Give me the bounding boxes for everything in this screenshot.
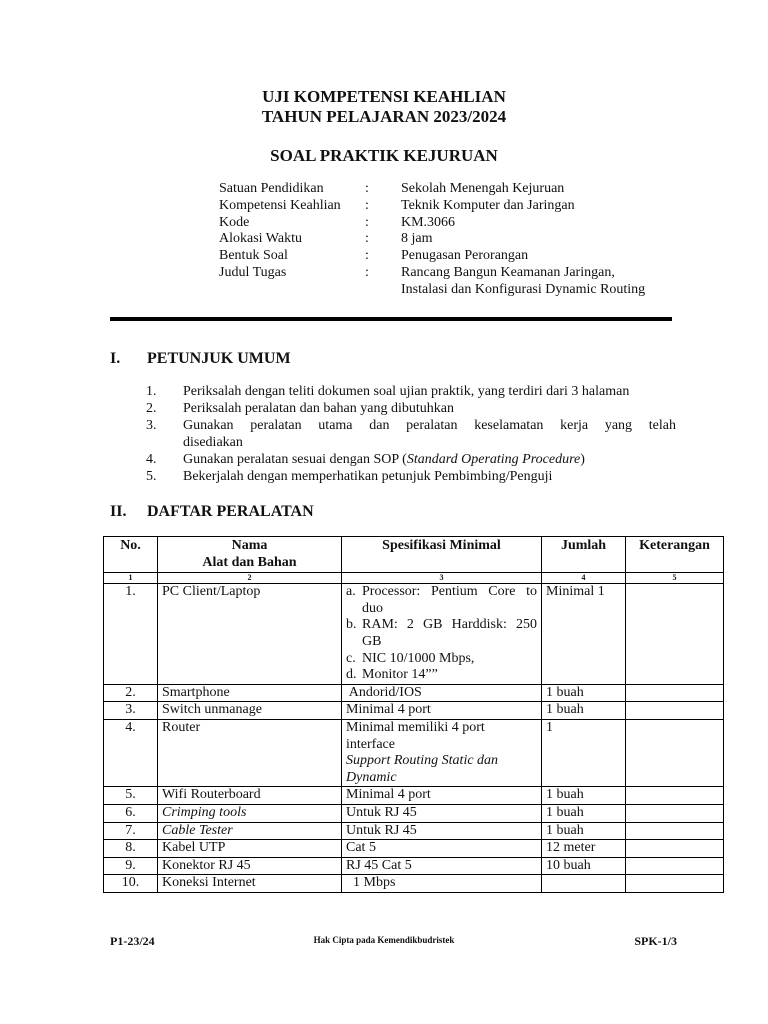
spec-text: RAM: 2 GB Harddisk: 250 GB (362, 617, 537, 649)
row-name: Konektor RJ 45 (158, 857, 342, 875)
list-item (146, 383, 676, 400)
meta-separator: : (365, 264, 369, 280)
column-index: 2 (158, 573, 342, 584)
row-number: 5. (104, 787, 158, 805)
spec-text: Processor: Pentium Core to duo (362, 584, 537, 616)
item-text: Bekerjalah dengan memperhatikan petunjuk Pembimbing/Penguji (183, 469, 553, 484)
spec-item (346, 617, 537, 650)
item-text: Periksalah peralatan dan bahan yang dibutuhkan (183, 401, 454, 416)
row-note (626, 804, 724, 822)
exam-title: UJI KOMPETENSI KEAHLIAN (262, 87, 506, 106)
row-note (626, 857, 724, 875)
header-line: Alat dan Bahan (202, 554, 297, 570)
exam-subtitle: SOAL PRAKTIK KEJURUAN (270, 146, 498, 165)
header-divider (110, 317, 672, 321)
row-spec (342, 719, 542, 786)
meta-label: Kode (219, 214, 250, 230)
row-name: Switch unmanage (158, 702, 342, 720)
column-index: 4 (542, 573, 626, 584)
table-header-row (104, 537, 724, 573)
row-number: 6. (104, 804, 158, 822)
row-note (626, 875, 724, 893)
meta-separator: : (365, 231, 369, 247)
spec-letter: d. (346, 667, 357, 683)
row-number: 4. (104, 719, 158, 786)
row-name: Wifi Routerboard (158, 787, 342, 805)
column-index-row (104, 573, 724, 584)
row-spec: Untuk RJ 45 (342, 804, 542, 822)
spec-list (346, 584, 537, 684)
row-name: Crimping tools (158, 804, 342, 822)
table-row (104, 804, 724, 822)
row-spec: Minimal 4 port (342, 787, 542, 805)
row-qty: 10 buah (542, 857, 626, 875)
row-qty: 1 buah (542, 702, 626, 720)
row-spec: RJ 45 Cat 5 (342, 857, 542, 875)
item-number: 2. (146, 401, 157, 416)
table-row (104, 875, 724, 893)
row-number: 10. (104, 875, 158, 893)
meta-value: Sekolah Menengah Kejuruan (401, 181, 565, 196)
meta-separator: : (365, 181, 369, 196)
exam-metadata (219, 181, 689, 299)
row-qty: 12 meter (542, 840, 626, 858)
meta-value-line: Rancang Bangun Keamanan Jaringan, (401, 264, 615, 280)
meta-value: 8 jam (401, 231, 433, 247)
meta-value (401, 265, 689, 299)
footer-page: SPK-1/3 (634, 934, 677, 948)
section-number: II. (110, 503, 127, 520)
item-number: 3. (146, 418, 157, 433)
row-name: Smartphone (158, 684, 342, 702)
section-heading (110, 349, 291, 369)
row-number: 1. (104, 584, 158, 685)
section-heading (110, 502, 314, 522)
meta-separator: : (365, 248, 369, 264)
row-spec: Minimal 4 port (342, 702, 542, 720)
academic-year: TAHUN PELAJARAN 2023/2024 (261, 107, 507, 126)
row-qty: Minimal 1 (542, 584, 626, 685)
meta-row (219, 231, 689, 248)
table-row (104, 584, 724, 685)
item-text-part: Gunakan peralatan sesuai dengan SOP ( (183, 452, 407, 467)
row-note (626, 787, 724, 805)
table-row (104, 840, 724, 858)
item-number: 4. (146, 452, 157, 467)
table-row (104, 822, 724, 840)
row-name: Kabel UTP (158, 840, 342, 858)
meta-separator: : (365, 214, 369, 230)
spec-text: Minimal memiliki 4 port interface (346, 719, 485, 752)
list-item (146, 400, 676, 417)
column-header-spec: Spesifikasi Minimal (342, 537, 542, 573)
column-header-qty: Jumlah (542, 537, 626, 573)
row-name: Cable Tester (158, 822, 342, 840)
list-item (146, 451, 676, 468)
meta-row (219, 248, 689, 265)
row-spec: Cat 5 (342, 840, 542, 858)
row-note (626, 840, 724, 858)
row-note (626, 684, 724, 702)
table-row (104, 684, 724, 702)
item-number: 5. (146, 469, 157, 484)
item-number: 1. (146, 384, 157, 399)
spec-text-italic: Support Routing Static dan Dynamic (346, 753, 499, 785)
row-spec: Andorid/IOS (342, 684, 542, 702)
meta-separator: : (365, 197, 369, 213)
row-number: 7. (104, 822, 158, 840)
row-note (626, 584, 724, 685)
row-number: 9. (104, 857, 158, 875)
spec-text: Monitor 14”” (362, 667, 438, 683)
column-header-note: Keterangan (626, 537, 724, 573)
meta-label: Kompetensi Keahlian (219, 197, 341, 213)
meta-label: Judul Tugas (219, 264, 287, 280)
header-line: Nama (231, 538, 268, 553)
table-row (104, 702, 724, 720)
meta-value: Teknik Komputer dan Jaringan (401, 197, 575, 213)
table-row (104, 719, 724, 786)
meta-value: Penugasan Perorangan (401, 248, 529, 264)
spec-item (346, 584, 537, 617)
item-text: Gunakan peralatan utama dan peralatan keselamatan kerja yang telah (183, 418, 676, 433)
row-qty: 1 buah (542, 822, 626, 840)
meta-label: Satuan Pendidikan (219, 181, 324, 196)
column-index: 3 (342, 573, 542, 584)
list-item (146, 468, 676, 485)
row-qty (542, 875, 626, 893)
table-row (104, 857, 724, 875)
row-qty: 1 buah (542, 684, 626, 702)
row-qty: 1 buah (542, 804, 626, 822)
column-index: 1 (104, 573, 158, 584)
section-number: I. (110, 350, 121, 367)
row-note (626, 719, 724, 786)
meta-row (219, 181, 689, 198)
meta-value-line: Instalasi dan Konfigurasi Dynamic Routing (401, 281, 646, 297)
instruction-list (146, 383, 676, 485)
footer-code: P1-23/24 (110, 934, 155, 948)
item-text: Periksalah dengan teliti dokumen soal ujian praktik, yang terdiri dari 3 halaman (183, 384, 630, 399)
list-item-continuation (146, 434, 676, 451)
item-text: disediakan (183, 435, 243, 450)
row-note (626, 822, 724, 840)
column-header-name (158, 537, 342, 573)
section-title: PETUNJUK UMUM (147, 350, 291, 367)
spec-letter: b. (346, 617, 357, 633)
meta-row (219, 265, 689, 299)
item-text-italic: Standard Operating Procedure (406, 452, 581, 467)
item-text-part: ) (580, 452, 585, 467)
row-spec (342, 584, 542, 685)
item-text (183, 451, 676, 468)
row-spec: Untuk RJ 45 (342, 822, 542, 840)
meta-value: KM.3066 (401, 214, 456, 230)
column-index: 5 (626, 573, 724, 584)
row-qty: 1 buah (542, 787, 626, 805)
row-name: Router (158, 719, 342, 786)
meta-row (219, 198, 689, 215)
row-qty: 1 (542, 719, 626, 786)
meta-row (219, 215, 689, 232)
row-name: PC Client/Laptop (158, 584, 342, 685)
spec-item (346, 651, 537, 668)
footer-copyright: Hak Cipta pada Kemendikbudristek (313, 935, 455, 945)
spec-letter: c. (346, 650, 356, 666)
column-header-no: No. (104, 537, 158, 573)
spec-item (346, 667, 537, 684)
row-note (626, 702, 724, 720)
meta-label: Bentuk Soal (219, 248, 288, 264)
row-number: 3. (104, 702, 158, 720)
table-row (104, 787, 724, 805)
list-item (146, 417, 676, 434)
row-name: Koneksi Internet (158, 875, 342, 893)
meta-label: Alokasi Waktu (219, 231, 302, 247)
spec-text: NIC 10/1000 Mbps, (362, 650, 475, 666)
equipment-table (103, 536, 724, 893)
section-title: DAFTAR PERALATAN (147, 503, 314, 520)
row-spec: 1 Mbps (342, 875, 542, 893)
row-number: 8. (104, 840, 158, 858)
row-number: 2. (104, 684, 158, 702)
spec-letter: a. (346, 584, 356, 600)
